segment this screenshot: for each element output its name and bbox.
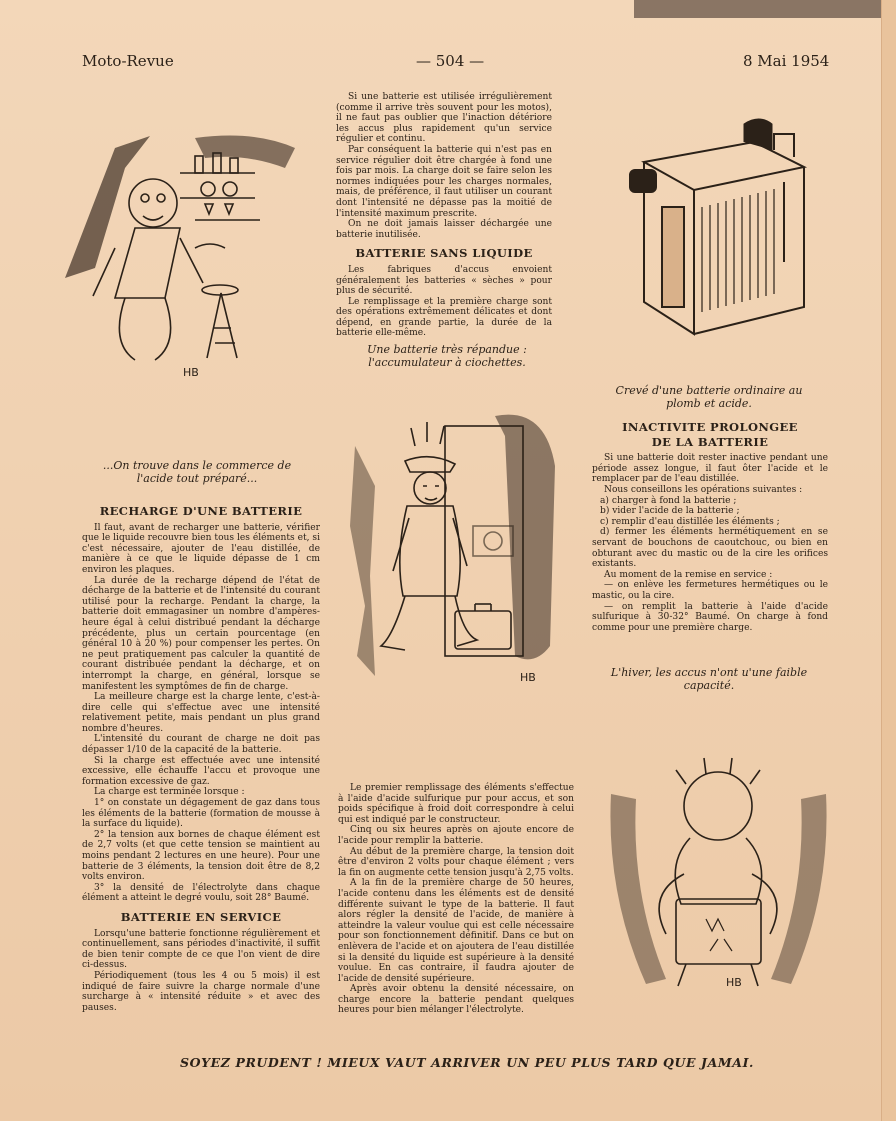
- caption-cloche: Une batterie très répandue : l'accumulateur à ciochettes.: [367, 343, 527, 369]
- inactivite-heading-1: INACTIVITE PROLONGEE: [622, 420, 798, 434]
- caption-hiver: L'hiver, les accus n'ont u'une faible capacité.: [610, 666, 808, 692]
- remise-item-1: — on enlève les fermetures hermétiques ou le mastic, ou la cire.: [592, 580, 828, 601]
- issue-date: 8 Mai 1954: [743, 52, 830, 70]
- recharge-para-9: 3° la densité de l'électrolyte dans chaque élément a atteint le degré voulu, soit 28° Baumé.: [82, 882, 320, 904]
- column-1: [82, 498, 320, 1013]
- ops-intro: Nous conseillons les opérations suivantes :: [604, 484, 803, 495]
- sans-liquide-heading: BATTERIE SANS LIQUIDE: [355, 246, 533, 261]
- recharge-para-1: Il faut, avant de recharger une batterie, vérifier que le liquide recouvre bien tous les éléments et, si c'est nécessaire, ajouter de l'eau distillée, de manière à ce que le liquide dépasse de 1 cm environ les plaques.: [82, 522, 320, 575]
- caption-creve: Crevé d'une batterie ordinaire au plomb et acide.: [615, 384, 803, 410]
- recharge-para-7: 1° on constate un dégagement de gaz dans tous les éléments de la batterie (formation de mousse à la surface du liquide).: [82, 798, 320, 830]
- recharge-para-3: La meilleure charge est la charge lente, c'est-à-dire celle qui s'effectue avec une intensité relativement petite, mais pendant un plus grand nombre d'heures.: [82, 692, 320, 734]
- svg-text:HB: HB: [520, 671, 536, 684]
- col2-para-3: On ne doit jamais laisser déchargée une batterie inutilisée.: [336, 219, 552, 240]
- page-edge: [881, 0, 896, 1121]
- service-para-2: Périodiquement (tous les 4 ou 5 mois) il est indiqué de faire suivre la charge normale d'une surcharge à « intensité réduite » et avec des pauses.: [82, 970, 320, 1013]
- recharge-para-4: L'intensité du courant de charge ne doit pas dépasser 1/10 de la capacité de la batterie.: [82, 734, 320, 756]
- service-heading: BATTERIE EN SERVICE: [120, 909, 282, 924]
- svg-text:HB: HB: [726, 976, 742, 989]
- remise-intro: Au moment de la remise en service :: [604, 569, 773, 580]
- footer-slogan: SOYEZ PRUDENT ! MIEUX VAUT ARRIVER UN PEU PLUS TARD QUE JAMAI.: [180, 1055, 755, 1070]
- col2-bottom-para-1: Le premier remplissage des éléments s'effectue à l'aide d'acide sulfurique pur pour accus, et son poids spécifique à froid doit correspondre à celui qui est indiqué par le constructeur.: [338, 783, 574, 825]
- svg-text:HB: HB: [183, 366, 199, 379]
- recharge-heading: RECHARGE D'UNE BATTERIE: [99, 504, 303, 518]
- recharge-para-2: La durée de la recharge dépend de l'état de décharge de la batterie et de l'intensité du courant utilisé pour la recharge. Pendant la charge, la batterie doit emmagasiner un nombre d'ampères-heure égal à celui distribué pendant la décharge précédente, plus un certain pourcentage (en général 10 à 20 %) pour compenser les pertes. On ne peut pratiquement pas calculer la quantité de courant distribuée pendant la décharge, et on interrompt la charge, en général, lorsque se manifestent les symptômes de fin de charge.: [82, 575, 320, 692]
- column-3: [592, 422, 828, 633]
- op-a: a) charger à fond la batterie ;: [600, 495, 737, 506]
- magazine-title: Moto-Revue: [82, 52, 174, 70]
- battery-cutaway-illustration: [624, 112, 814, 342]
- op-d: d) fermer les éléments hermétiquement en se servant de bouchons de caoutchouc, ou bien en obturant avec du mastic ou de la cire les orifices existants.: [592, 527, 828, 570]
- col2-bottom-para-4: A la fin de la première charge de 50 heures, l'acide contenu dans les éléments est de densité différente suivant le type de la batterie. Il faut alors régler la densité de l'acide, de manière à atteindre la valeur voulue qui est celle nécessaire pour son fonctionnement définitif. Dans ce but on enlèvera de l'acide et on ajoutera de l'eau distillée si la densité du liquide est supérieure à la densité voulue. En cas contraire, il faudra ajouter de l'acide de densité supérieure.: [338, 878, 574, 984]
- recharge-para-6: La charge est terminée lorsque :: [94, 787, 245, 798]
- col2-bottom-para-3: Au début de la première charge, la tension doit être d'environ 2 volts pour chaque élément ; vers la fin on augmente cette tension jusqu'à 2,75 volts.: [338, 846, 574, 878]
- doorway-man-illustration: [345, 406, 560, 686]
- winter-battery-illustration: [606, 754, 831, 1004]
- op-b: b) vider l'acide de la batterie ;: [600, 506, 740, 517]
- inactivite-heading-2: DE LA BATTERIE: [651, 434, 769, 449]
- scan-corner-band: [634, 0, 882, 18]
- sans-liquide-para-2: Le remplissage et la première charge sont des opérations extrêmement délicates et dont dépend, en grande partie, la durée de la batterie elle-même.: [336, 296, 552, 339]
- bar-man-illustration: [55, 128, 315, 390]
- col2-para-2: Par conséquent la batterie qui n'est pas en service régulier doit être chargée à fond une fois par mois. La charge doit se faire selon les normes indiquées pour les charges normales, mais, de préférence, il faut utiliser un courant dont l'intensité ne dépasse pas la moitié de l'intensité maximum prescrite.: [336, 144, 552, 219]
- col2-para-1: Si une batterie est utilisée irrégulièrement (comme il arrive très souvent pour les motos), il ne faut pas oublier que l'inaction détériore les accus plus rapidement qu'un service régulier et continu.: [336, 92, 552, 145]
- op-c: c) remplir d'eau distillée les éléments ;: [600, 516, 780, 527]
- page-number: — 504 —: [416, 52, 485, 70]
- service-para-1: Lorsqu'une batterie fonctionne régulièrement et continuellement, sans périodes d'inactivité, il suffit de bien tenir compte de ce que l'on vient de dire ci-dessus.: [82, 928, 320, 971]
- col2-bottom-para-5: Après avoir obtenu la densité nécessaire, on charge encore la batterie pendant quelques heures pour bien mélanger l'électrolyte.: [338, 984, 574, 1016]
- caption-commerce: ...On trouve dans le commerce de l'acide tout préparé...: [102, 459, 292, 485]
- column-2-top: [336, 92, 552, 339]
- recharge-para-8: 2° la tension aux bornes de chaque élément est de 2,7 volts (et que cette tension se maintient au moins pendant 2 lectures en une heure). Pour une batterie de 3 éléments, la tension doit être de 8,2 volts environ.: [82, 829, 320, 883]
- recharge-para-5: Si la charge est effectuée avec une intensité excessive, elle échauffe l'accu et provoque une formation excessive de gaz.: [82, 755, 320, 787]
- column-2-bottom: [338, 783, 574, 1016]
- col2-bottom-para-2: Cinq ou six heures après on ajoute encore de l'acide pour remplir la batterie.: [338, 825, 574, 846]
- inactivite-intro: Si une batterie doit rester inactive pendant une période assez longue, il faut ôter l'acide et le remplacer par de l'eau distillée.: [592, 453, 828, 485]
- remise-item-2: — on remplit la batterie à l'aide d'acide sulfurique à 30-32° Baumé. On charge à fond comme pour une première charge.: [592, 601, 828, 633]
- sans-liquide-para-1: Les fabriques d'accus envoient généralement les batteries « sèches » pour plus de sécurité.: [336, 264, 552, 297]
